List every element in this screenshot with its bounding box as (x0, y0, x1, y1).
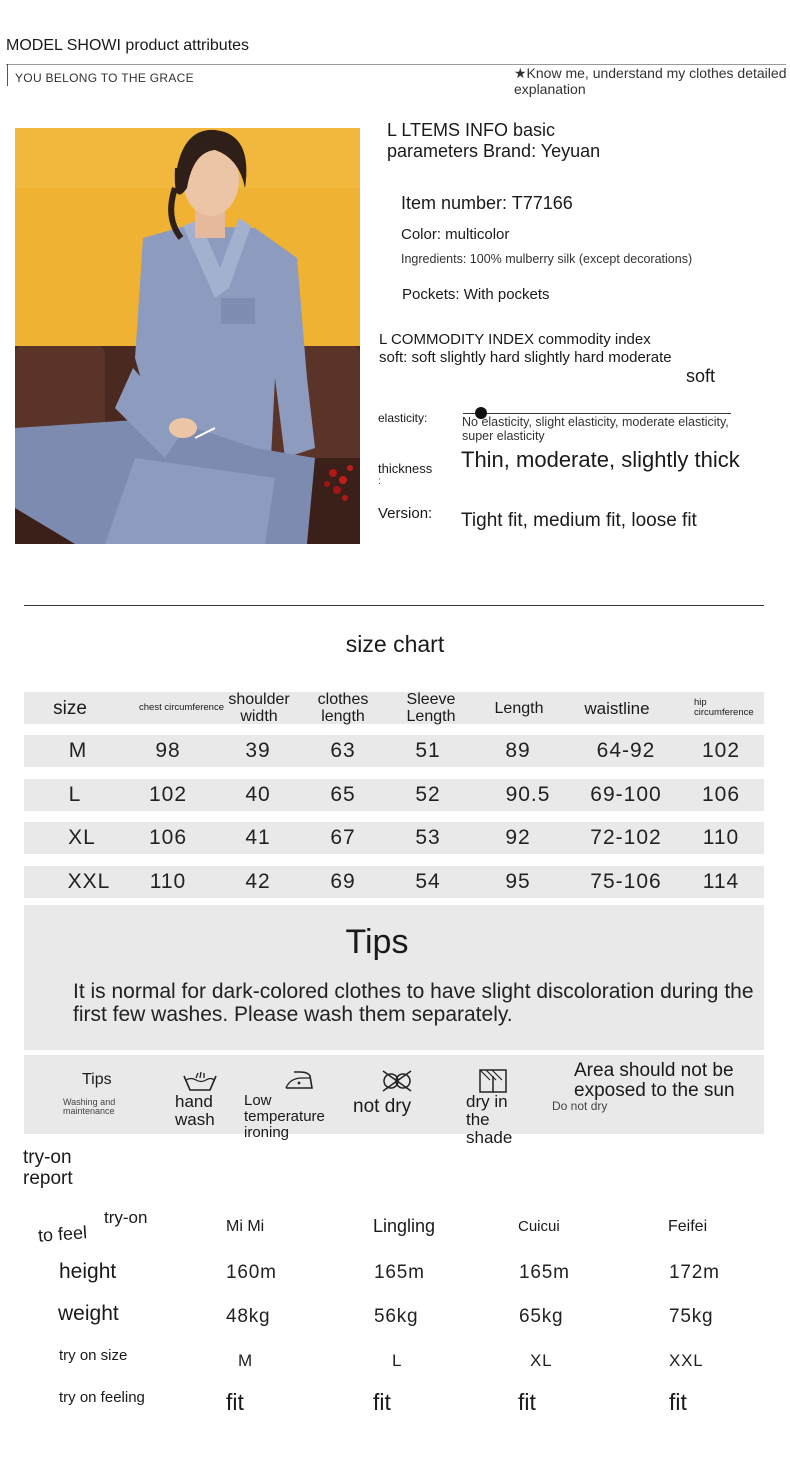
header-clothes-length: clothes length (317, 691, 369, 725)
hand-wash-icon (182, 1070, 212, 1094)
ironing-label: Low temperature ironing (244, 1092, 325, 1141)
cell-clothes-length: 63 (330, 739, 356, 762)
try-on-label: try-on (104, 1208, 148, 1227)
feeling-value: fit (518, 1389, 536, 1415)
version-label: Version: (378, 505, 433, 522)
cell-clothes-length: 69 (330, 870, 356, 893)
cell-chest: 102 (148, 783, 188, 806)
feeling-value: fit (373, 1389, 391, 1415)
cell-size: XL (68, 826, 96, 849)
cell-length: 95 (505, 870, 531, 893)
table-row (24, 779, 764, 811)
height-value: 160m (226, 1262, 277, 1283)
weight-value: 48kg (226, 1306, 271, 1327)
header-size: size (53, 697, 87, 719)
size-value: XL (530, 1351, 553, 1370)
height-value: 172m (669, 1262, 720, 1283)
feeling-value: fit (669, 1389, 687, 1415)
thickness-colon: : (378, 476, 381, 487)
cell-length: 92 (505, 826, 531, 849)
dry-shade-icon (478, 1068, 508, 1092)
soft-value: soft (686, 366, 716, 386)
cell-hip: 110 (702, 826, 740, 849)
care-sub-label: Washing and maintenance (63, 1097, 116, 1116)
cell-clothes-length: 65 (330, 783, 356, 806)
header-shoulder: shoulder width (228, 691, 290, 725)
header-waistline: waistline (584, 698, 650, 718)
color-attribute: Color: multicolor (401, 226, 510, 243)
feeling-value: fit (226, 1389, 244, 1415)
tips-title: Tips (345, 923, 409, 961)
header-sleeve: Sleeve Length (406, 691, 456, 725)
header-chest: chest circumference (139, 702, 225, 713)
cell-sleeve: 52 (415, 783, 441, 806)
cell-size: XXL (67, 870, 111, 893)
hand-wash-label: hand wash (175, 1092, 215, 1129)
page-title: MODEL SHOWI product attributes (6, 37, 250, 54)
cell-shoulder: 40 (245, 783, 271, 806)
header-length: Length (494, 699, 544, 717)
cell-waistline: 64-92 (596, 739, 656, 762)
cell-sleeve: 54 (415, 870, 441, 893)
cell-chest: 106 (148, 826, 188, 849)
cell-chest: 110 (149, 870, 187, 893)
cell-chest: 98 (155, 739, 181, 762)
height-value: 165m (519, 1262, 570, 1283)
model-name: Lingling (373, 1216, 436, 1236)
cell-hip: 114 (702, 870, 740, 893)
header-hip: hip circumference (694, 697, 754, 718)
model-name: Cuicui (518, 1218, 560, 1235)
to-feel-label: to feel (37, 1222, 88, 1246)
item-number: Item number: T77166 (401, 193, 573, 213)
elasticity-scale (463, 413, 731, 414)
table-row (24, 866, 764, 898)
height-label: height (59, 1260, 117, 1283)
not-dry-label: not dry (353, 1096, 412, 1117)
cell-sleeve: 53 (415, 826, 441, 849)
cell-hip: 106 (701, 783, 741, 806)
try-on-report-title: try-on report (23, 1147, 73, 1189)
cell-size: L (68, 783, 82, 806)
tips-text: It is normal for dark-colored clothes to have slight discoloration during the first few washes. Please wash them separately. (73, 980, 754, 1026)
model-name: Mi Mi (226, 1218, 265, 1235)
cell-shoulder: 41 (245, 826, 271, 849)
table-row (24, 735, 764, 767)
weight-value: 65kg (519, 1306, 564, 1327)
commodity-heading: L COMMODITY INDEX commodity index soft: soft slightly hard slightly hard moderate (379, 331, 672, 366)
try-on-feeling-label: try on feeling (59, 1389, 145, 1406)
sun-warning-label: Area should not be exposed to the sun (574, 1060, 735, 1101)
size-chart-title: size chart (345, 631, 445, 657)
no-tumble-dry-icon (379, 1069, 409, 1093)
weight-value: 56kg (374, 1306, 419, 1327)
cell-length: 89 (505, 739, 531, 762)
do-not-dry-label: Do not dry (552, 1099, 608, 1113)
cell-size: M (68, 739, 88, 762)
elasticity-label: elasticity: (378, 411, 428, 425)
section-divider (24, 605, 764, 606)
weight-label: weight (58, 1302, 119, 1325)
cell-sleeve: 51 (415, 739, 441, 762)
cell-shoulder: 42 (245, 870, 271, 893)
model-name: Feifei (668, 1218, 708, 1235)
thickness-label: thickness (378, 461, 433, 476)
height-value: 165m (374, 1262, 425, 1283)
weight-value: 75kg (669, 1306, 714, 1327)
cell-waistline: 75-106 (590, 870, 662, 893)
cell-hip: 102 (701, 739, 741, 762)
size-table-header (24, 692, 764, 724)
cell-waistline: 72-102 (590, 826, 662, 849)
table-row (24, 822, 764, 854)
pockets-attribute: Pockets: With pockets (402, 286, 550, 303)
care-tips-label: Tips (82, 1071, 112, 1088)
model-photo (15, 128, 360, 544)
cell-shoulder: 39 (245, 739, 271, 762)
size-value: XXL (669, 1351, 704, 1370)
version-options: Tight fit, medium fit, loose fit (461, 510, 697, 531)
shade-label: dry in the shade (466, 1092, 513, 1147)
size-value: L (392, 1351, 403, 1370)
know-me-caption: ★Know me, understand my clothes detailed explanation (514, 65, 787, 97)
cell-length: 90.5 (505, 783, 551, 806)
elasticity-options: No elasticity, slight elasticity, moderate elasticity, super elasticity (462, 415, 729, 443)
try-on-size-label: try on size (59, 1347, 128, 1364)
cell-clothes-length: 67 (330, 826, 356, 849)
header-accent-bar (7, 64, 8, 86)
tagline: YOU BELONG TO THE GRACE (15, 71, 194, 85)
size-value: M (238, 1351, 253, 1370)
info-heading: L LTEMS INFO basic parameters Brand: Yeyuan (387, 120, 601, 161)
iron-icon (284, 1068, 314, 1092)
ingredients-attribute: Ingredients: 100% mulberry silk (except decorations) (401, 252, 693, 266)
thickness-options: Thin, moderate, slightly thick (461, 447, 740, 472)
cell-waistline: 69-100 (590, 783, 662, 806)
